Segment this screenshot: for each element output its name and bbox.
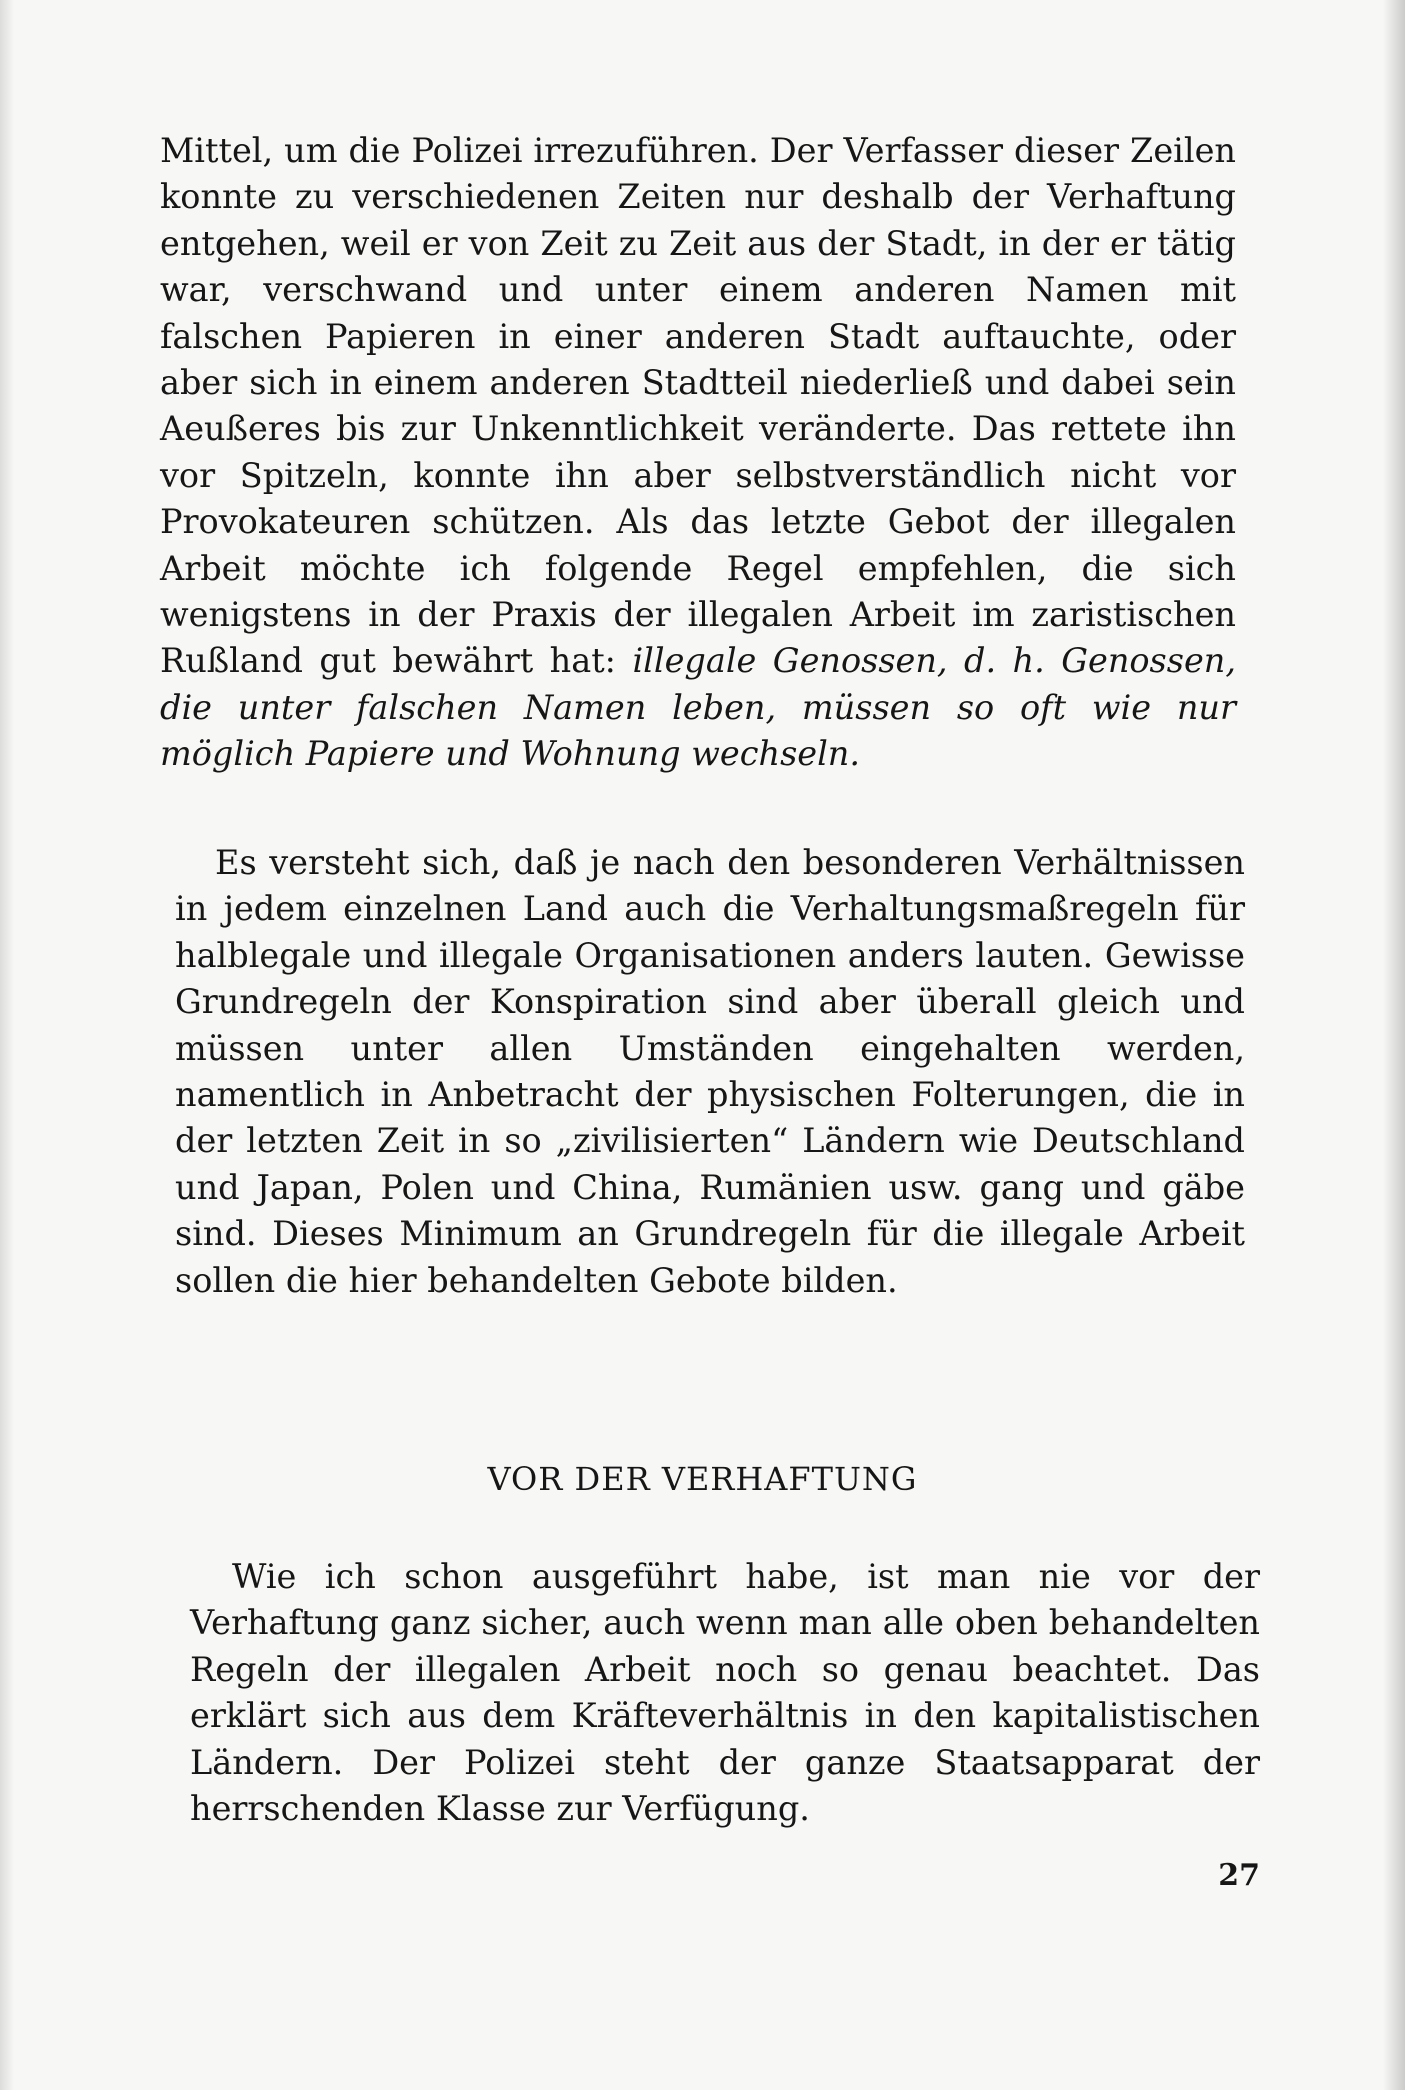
paragraph-2: Es versteht sich, daß je nach den besonderen Verhältnissen in jedem einzelnen Land auch die Verhaltungsmaßregeln für halblegale und illegale Organisationen anders lauten. Gewisse Grundregeln der Konspiration sind aber überall gleich und müssen unter allen Umständen eingehalten werden, namentlich in Anbetracht der physischen Folterungen, die in der letzten Zeit in so „zivilisierten“ Ländern wie Deutschland und Japan, Polen und China, Rumänien usw. gang und gäbe sind. Dieses Minimum an Grundregeln für die illegale Arbeit sollen die hier behandelten Gebote bilden. (175, 843, 1245, 1300)
paragraph-1-text: Mittel, um die Polizei irrezuführen. Der Verfasser dieser Zeilen konnte zu verschiedenen Zeiten nur deshalb der Verhaftung entgehen, weil er von Zeit zu Zeit aus der Stadt, in der er tätig war, verschwand und unter einem anderen Namen mit falschen Papieren in einer anderen Stadt auftauchte, oder aber sich in einem anderen Stadtteil niederließ und dabei sein Aeußeres bis zur Unkenntlichkeit veränderte. Das rettete ihn vor Spitzeln, konnte ihn aber selbstverständlich nicht vor Provokateuren schützen. Als das letzte Gebot der illegalen Arbeit möchte ich folgende Regel empfehlen, die sich wenigstens in der Praxis der illegalen Arbeit im zaristischen Rußland gut bewährt hat: (160, 131, 1236, 681)
paragraph-1-emphasis: illegale Genossen, d. h. Genossen, die unter falschen Namen leben, müssen so oft wie nur möglich Papiere und Wohnung wechseln. (160, 641, 1236, 774)
paragraph-3: Wie ich schon ausgeführt habe, ist man nie vor der Verhaftung ganz sicher, auch wenn man alle oben behandelten Regeln der illegalen Arbeit noch so genau beachtet. Das erklärt sich aus dem Kräfteverhältnis in den kapitalistischen Ländern. Der Polizei steht der ganze Staatsapparat der herrschenden Klasse zur Verfügung. (190, 1557, 1260, 1829)
paragraph-1 (160, 128, 1236, 778)
page-number: 27 (1218, 1858, 1260, 1893)
page-edge-right (1383, 0, 1405, 2090)
section-heading: VOR DER VERHAFTUNG (487, 1460, 918, 1498)
page-edge-left (0, 0, 14, 2090)
